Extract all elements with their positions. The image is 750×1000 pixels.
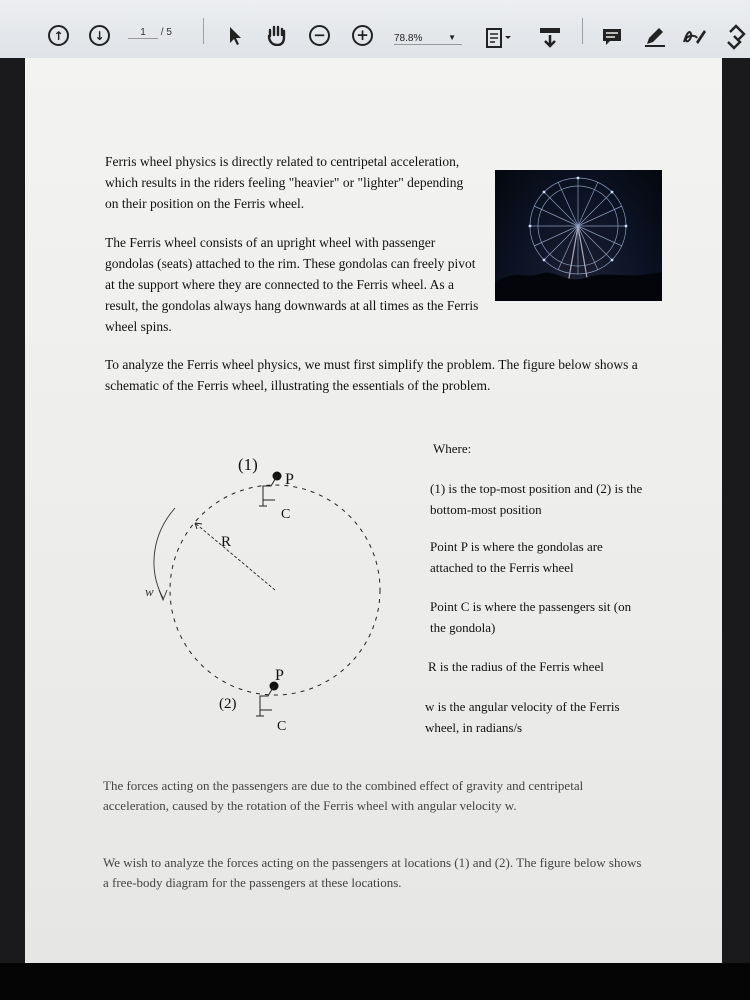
label-p-bottom: P	[275, 667, 284, 684]
legend-item-point-c: Point C is where the passengers sit (on the gondola)	[430, 599, 632, 635]
scroll-mode-icon[interactable]	[536, 24, 564, 50]
prev-page-icon[interactable]: ↑	[48, 25, 69, 46]
pdf-page	[25, 58, 722, 963]
legend-item-point-p: Point P is where the gondolas are attached to the Ferris wheel	[430, 539, 603, 575]
legend-where: Where:	[433, 441, 472, 456]
gondola-top	[259, 476, 277, 506]
chevron-down-icon: ▼	[448, 33, 456, 42]
select-cursor-icon[interactable]	[226, 25, 244, 47]
ferris-wheel-schematic	[105, 428, 405, 743]
label-position-2: (2)	[219, 696, 237, 712]
toolbar-divider	[203, 18, 204, 44]
zoom-select[interactable]	[394, 33, 462, 45]
fit-page-icon[interactable]	[483, 24, 513, 50]
left-margin	[0, 58, 25, 963]
page-number-input[interactable]: 1	[128, 27, 158, 39]
label-c-top: C	[281, 507, 291, 522]
label-position-1: (1)	[238, 455, 258, 474]
label-p-top: P	[285, 471, 294, 488]
paragraph-intro: Ferris wheel physics is directly related to centripetal acceleration, which results in the riders feeling "heavier" or "lighter" depending on their position on the Ferris wheel.	[105, 154, 464, 211]
page-indicator	[128, 27, 172, 39]
screen-bezel	[0, 963, 750, 1000]
ferris-wheel-photo	[495, 170, 662, 301]
next-page-icon[interactable]: ↓	[89, 25, 110, 46]
right-scrollbar-area[interactable]	[722, 58, 750, 963]
legend-item-angular-velocity: w is the angular velocity of the Ferris wheel, in radians/s	[425, 699, 620, 735]
page-total: / 5	[160, 27, 172, 38]
zoom-in-icon[interactable]: +	[352, 25, 373, 46]
zoom-value: 78.8%	[394, 33, 423, 44]
angular-velocity-arrow	[154, 508, 175, 598]
toolbar	[0, 0, 750, 59]
paragraph-free-body: We wish to analyze the forces acting on the passengers at locations (1) and (2). The figure below shows a free-body diagram for the passengers at these locations.	[103, 855, 642, 890]
hand-tool-icon[interactable]	[264, 23, 290, 47]
highlight-pen-icon[interactable]	[642, 23, 668, 49]
label-c-bottom: C	[277, 719, 287, 734]
gondola-bottom	[256, 686, 274, 716]
label-w: w	[145, 584, 154, 599]
paragraph-analyze: To analyze the Ferris wheel physics, we must first simplify the problem. The figure below shows a schematic of the Ferris wheel, illustrating the essentials of the problem.	[105, 357, 638, 393]
legend-item-positions: (1) is the top-most position and (2) is the bottom-most position	[430, 481, 643, 517]
radius-line	[195, 523, 275, 590]
legend-item-radius: R is the radius of the Ferris wheel	[428, 659, 604, 674]
zoom-out-icon[interactable]: −	[309, 25, 330, 46]
paragraph-forces: The forces acting on the passengers are due to the combined effect of gravity and centripetal acceleration, caused by the rotation of the Ferris wheel with angular velocity w.	[103, 778, 584, 813]
paragraph-description: The Ferris wheel consists of an upright wheel with passenger gondolas (seats) attached to the rim. These gondolas can freely pivot at the support where they are connected to the Ferris wheel. As a result, the gondolas always hang downwards at all times as the Ferris wheel spins.	[105, 235, 479, 334]
sign-icon[interactable]	[680, 23, 708, 49]
comment-icon[interactable]	[600, 25, 624, 49]
share-icon[interactable]	[724, 24, 750, 50]
label-r: R	[221, 534, 232, 550]
toolbar-divider	[582, 18, 583, 44]
